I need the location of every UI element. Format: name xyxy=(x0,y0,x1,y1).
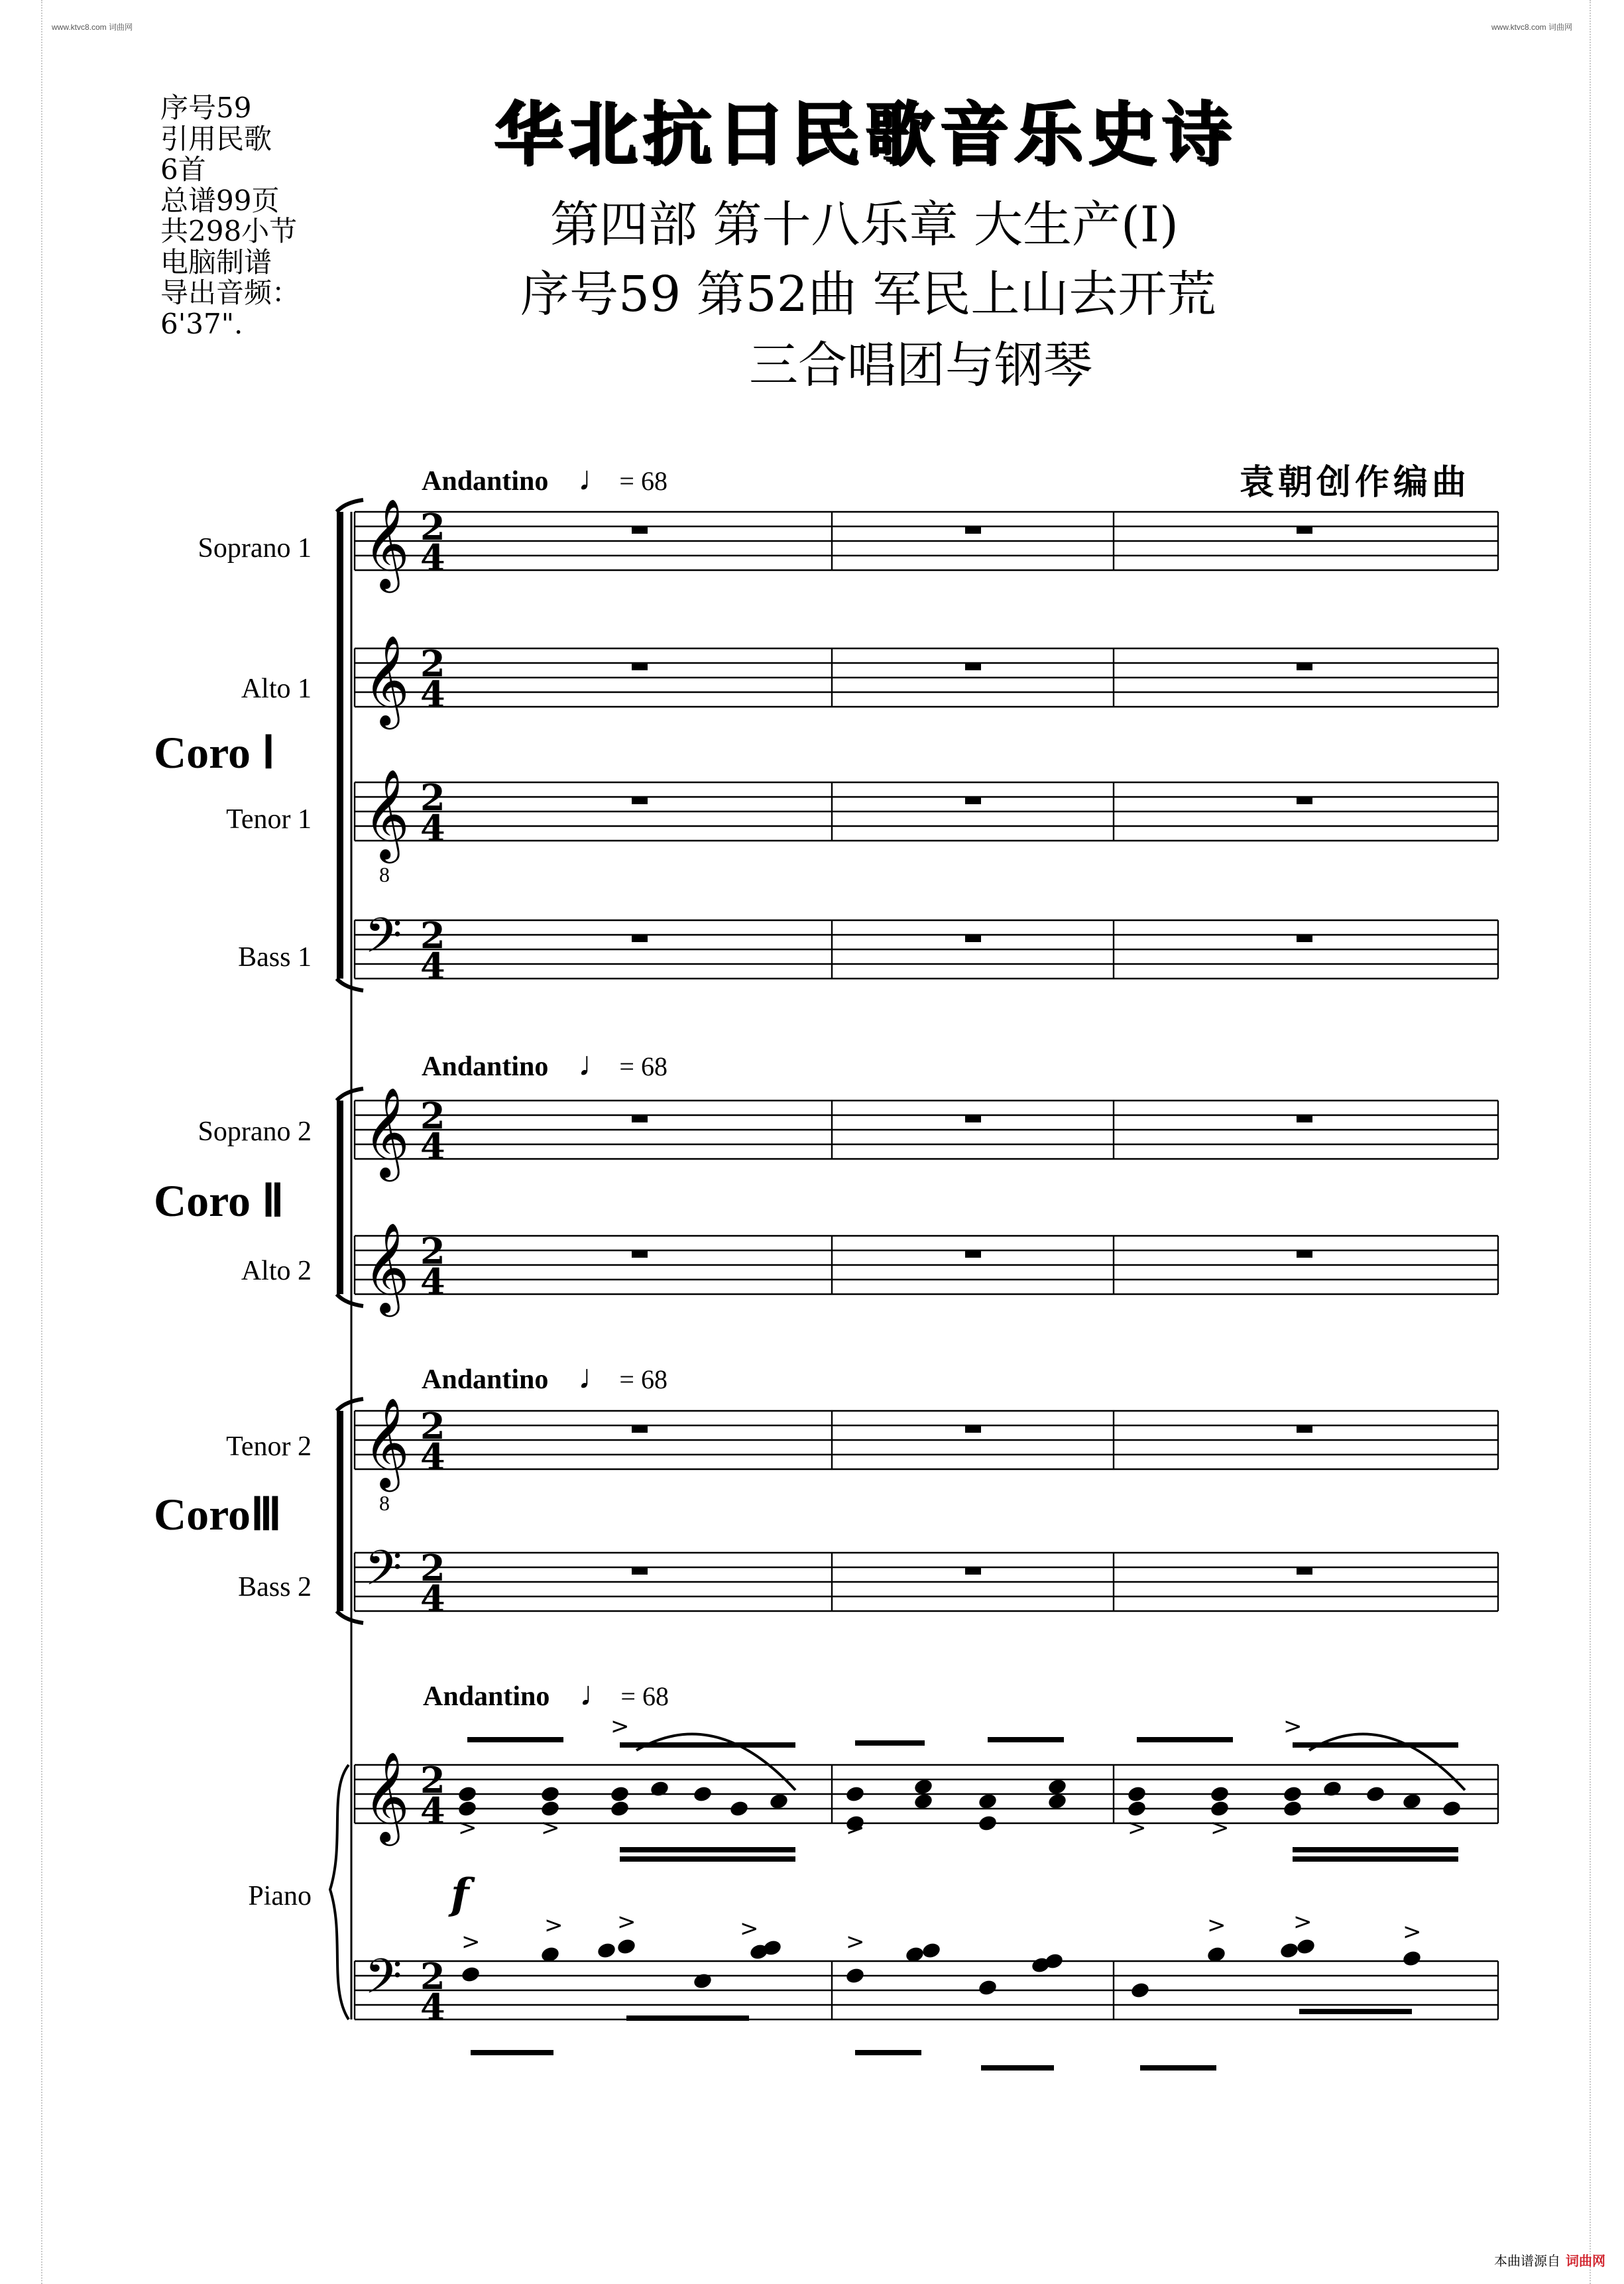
note-head xyxy=(1401,1792,1422,1811)
bracket-coro-2-bottom xyxy=(337,1294,363,1306)
treble-clef-icon: 𝄞 xyxy=(363,497,410,589)
note-head xyxy=(1126,1785,1147,1803)
treble-clef-icon: 𝄞 xyxy=(363,1086,410,1177)
note-head xyxy=(1279,1941,1299,1960)
whole-rest-icon xyxy=(1297,1425,1312,1433)
quarter-note-icon: ♩ xyxy=(579,1675,614,1713)
whole-rest-icon xyxy=(1297,797,1312,804)
dynamic-forte: f xyxy=(451,1870,469,1919)
time-signature-bottom: 4 xyxy=(420,1577,445,1620)
label-bass-2: Bass 2 xyxy=(238,1572,312,1602)
accent-mark-icon: > xyxy=(1293,1909,1312,1935)
accent-mark-icon: > xyxy=(846,1929,865,1955)
label-alto-1: Alto 1 xyxy=(241,674,312,704)
whole-rest-icon xyxy=(965,797,981,804)
treble-clef-icon: 𝄞 xyxy=(363,1396,410,1488)
note-head xyxy=(1130,1981,1150,2000)
footer-brand: 词曲网 xyxy=(1566,2254,1605,2269)
side-note-line: 总谱99页 xyxy=(160,184,280,217)
note-head xyxy=(457,1785,477,1803)
label-piano: Piano xyxy=(248,1881,312,1911)
note-head xyxy=(977,1814,998,1833)
whole-rest-icon xyxy=(632,797,648,804)
side-note-line: 6'37". xyxy=(160,307,243,340)
note-head xyxy=(913,1777,933,1796)
label-tenor-2: Tenor 2 xyxy=(226,1431,312,1462)
beam xyxy=(981,2065,1054,2071)
time-signature-bottom: 4 xyxy=(420,536,445,579)
whole-rest-icon xyxy=(965,663,981,670)
note-head xyxy=(728,1799,749,1818)
whole-rest-icon xyxy=(632,1250,648,1258)
watermark-top-left: www.ktvc8.com 词曲网 xyxy=(52,23,133,32)
side-note-line: 共298小节 xyxy=(160,215,298,247)
note-head xyxy=(596,1941,616,1960)
bracket-coro-2 xyxy=(337,1101,343,1294)
beam xyxy=(855,2050,921,2055)
side-note-line: 引用民歌 xyxy=(160,122,272,155)
time-signature-top: 2 xyxy=(420,1759,445,1801)
whole-rest-icon xyxy=(632,935,648,942)
time-signature-bottom: 4 xyxy=(420,1986,445,2028)
quarter-note-icon: ♩ xyxy=(577,1046,612,1083)
whole-rest-icon xyxy=(1297,1567,1312,1575)
accent-mark-icon: > xyxy=(1283,1713,1303,1740)
time-signature-bottom: 4 xyxy=(420,945,445,987)
beam xyxy=(467,1737,563,1742)
bass-clef-icon: 𝄢 xyxy=(365,1539,402,1608)
note-head xyxy=(692,1972,713,1990)
subtitle-movement: 第四部 第十八乐章 大生产(Ⅰ) xyxy=(550,196,1179,253)
note-head xyxy=(1441,1799,1462,1818)
accent-mark-icon: > xyxy=(1403,1919,1422,1945)
choir-label-2: Coro Ⅱ xyxy=(154,1175,284,1226)
choir-label-1: Coro Ⅰ xyxy=(154,727,276,778)
subtitle-piece: 序号59 第52曲 军民上山去开荒 xyxy=(520,266,1216,323)
side-note-line: 6首 xyxy=(160,153,206,186)
bass-clef-icon: 𝄢 xyxy=(365,1948,402,2016)
accent-mark-icon: > xyxy=(461,1929,481,1955)
accent-mark-icon: > xyxy=(610,1713,630,1740)
label-bass-1: Bass 1 xyxy=(238,942,312,973)
whole-rest-icon xyxy=(965,1425,981,1433)
accent-mark-icon: > xyxy=(740,1915,759,1942)
accent-mark-icon: > xyxy=(846,1815,865,1841)
tempo-value: = 68 xyxy=(619,466,667,496)
time-signature-top: 2 xyxy=(420,1230,445,1272)
main-title: 华北抗日民歌音乐史诗 xyxy=(494,93,1237,174)
note-head xyxy=(977,1978,998,1997)
note-head xyxy=(649,1779,669,1798)
whole-rest-icon xyxy=(632,663,648,670)
note-head xyxy=(768,1792,789,1811)
bass-clef-icon: 𝄢 xyxy=(365,907,402,975)
bracket-coro-1 xyxy=(337,512,343,979)
tempo-word: Andantino xyxy=(422,1364,549,1395)
note-head xyxy=(921,1941,941,1960)
whole-rest-icon xyxy=(632,526,648,534)
beam xyxy=(1140,2065,1216,2071)
accent-mark-icon: > xyxy=(544,1912,563,1939)
time-signature-bottom: 4 xyxy=(420,807,445,849)
composer-credit: 袁朝创作编曲 xyxy=(1240,463,1471,503)
watermark-top-right: www.ktvc8.com 词曲网 xyxy=(1491,23,1573,32)
note-head xyxy=(1282,1799,1303,1818)
beam xyxy=(1293,1847,1458,1852)
octave-mark: 8 xyxy=(379,863,390,886)
beam xyxy=(988,1737,1064,1742)
beam xyxy=(855,1740,925,1746)
whole-rest-icon xyxy=(1297,526,1312,534)
label-soprano-1: Soprano 1 xyxy=(198,533,312,564)
time-signature-top: 2 xyxy=(420,776,445,819)
time-signature-top: 2 xyxy=(420,1955,445,1998)
bracket-coro-3 xyxy=(337,1411,343,1611)
time-signature-top: 2 xyxy=(420,1405,445,1447)
tempo-value: = 68 xyxy=(619,1052,667,1081)
tempo-value: = 68 xyxy=(620,1681,669,1711)
bracket-coro-3-bottom xyxy=(337,1611,363,1623)
whole-rest-icon xyxy=(1297,1115,1312,1122)
treble-clef-icon: 𝄞 xyxy=(363,1750,410,1842)
tempo-value: = 68 xyxy=(619,1364,667,1394)
piano-brace-icon xyxy=(330,1765,349,2019)
note-head xyxy=(1365,1785,1385,1803)
time-signature-bottom: 4 xyxy=(420,1789,445,1832)
beam xyxy=(620,1847,795,1852)
whole-rest-icon xyxy=(1297,1250,1312,1258)
note-head xyxy=(913,1792,933,1811)
whole-rest-icon xyxy=(965,1250,981,1258)
tempo-word: Andantino xyxy=(422,1052,549,1082)
whole-rest-icon xyxy=(965,1115,981,1122)
note-head xyxy=(1401,1949,1422,1968)
treble-clef-icon: 𝄞 xyxy=(363,768,410,859)
octave-mark: 8 xyxy=(379,1491,390,1515)
beam xyxy=(620,1856,795,1862)
time-signature-top: 2 xyxy=(420,1095,445,1137)
bracket-coro-2-top xyxy=(337,1089,363,1101)
footer-text: 本曲谱源自 xyxy=(1494,2254,1560,2269)
label-alto-2: Alto 2 xyxy=(241,1256,312,1286)
whole-rest-icon xyxy=(632,1425,648,1433)
accent-mark-icon: > xyxy=(458,1815,477,1841)
note-head xyxy=(540,1785,560,1803)
quarter-note-icon: ♩ xyxy=(577,460,612,498)
time-signature-bottom: 4 xyxy=(420,1435,445,1478)
note-head xyxy=(460,1965,481,1984)
side-note-line: 电脑制谱 xyxy=(160,245,272,278)
time-signature-bottom: 4 xyxy=(420,1260,445,1303)
whole-rest-icon xyxy=(965,1567,981,1575)
note-head xyxy=(977,1792,998,1811)
time-signature-top: 2 xyxy=(420,506,445,548)
side-note-line: 导出音频： xyxy=(160,276,300,309)
note-head xyxy=(844,1785,865,1803)
bracket-coro-1-top xyxy=(337,500,363,512)
note-head xyxy=(1322,1779,1342,1798)
accent-mark-icon: > xyxy=(617,1909,636,1935)
whole-rest-icon xyxy=(1297,935,1312,942)
note-head xyxy=(1209,1785,1230,1803)
beam xyxy=(471,2050,553,2055)
note-head xyxy=(616,1937,636,1956)
quarter-note-icon: ♩ xyxy=(577,1358,612,1396)
whole-rest-icon xyxy=(632,1567,648,1575)
whole-rest-icon xyxy=(632,1115,648,1122)
beam xyxy=(626,2015,749,2021)
whole-rest-icon xyxy=(1297,663,1312,670)
note-head xyxy=(692,1785,713,1803)
tempo-word: Andantino xyxy=(422,466,549,497)
note-head xyxy=(1282,1785,1303,1803)
side-note-line: 序号59 xyxy=(160,91,252,124)
note-head xyxy=(1047,1792,1067,1811)
accent-mark-icon: > xyxy=(1128,1815,1147,1841)
accent-mark-icon: > xyxy=(541,1815,560,1841)
treble-clef-icon: 𝄞 xyxy=(363,1221,410,1313)
time-signature-bottom: 4 xyxy=(420,673,445,715)
accent-mark-icon: > xyxy=(1210,1815,1230,1841)
time-signature-top: 2 xyxy=(420,914,445,957)
bracket-coro-3-top xyxy=(337,1399,363,1411)
note-head xyxy=(609,1799,630,1818)
beam xyxy=(1299,2009,1412,2014)
note-head xyxy=(609,1785,630,1803)
tempo-word: Andantino xyxy=(423,1681,550,1712)
accent-mark-icon: > xyxy=(1207,1912,1226,1939)
note-head xyxy=(1295,1937,1316,1956)
choir-label-3: CoroⅢ xyxy=(154,1489,282,1539)
beam xyxy=(1137,1737,1233,1742)
footer-credit xyxy=(1494,2250,1605,2269)
whole-rest-icon xyxy=(965,526,981,534)
time-signature-bottom: 4 xyxy=(420,1125,445,1168)
whole-rest-icon xyxy=(965,935,981,942)
beam xyxy=(1293,1856,1458,1862)
treble-clef-icon: 𝄞 xyxy=(363,634,410,725)
note-head xyxy=(844,1966,865,1985)
subtitle-ensemble: 三合唱团与钢琴 xyxy=(749,337,1092,394)
bracket-coro-1-bottom xyxy=(337,979,363,991)
time-signature-top: 2 xyxy=(420,1547,445,1589)
label-soprano-2: Soprano 2 xyxy=(198,1116,312,1147)
time-signature-top: 2 xyxy=(420,642,445,685)
label-tenor-1: Tenor 1 xyxy=(226,804,312,835)
note-head xyxy=(1047,1777,1067,1796)
